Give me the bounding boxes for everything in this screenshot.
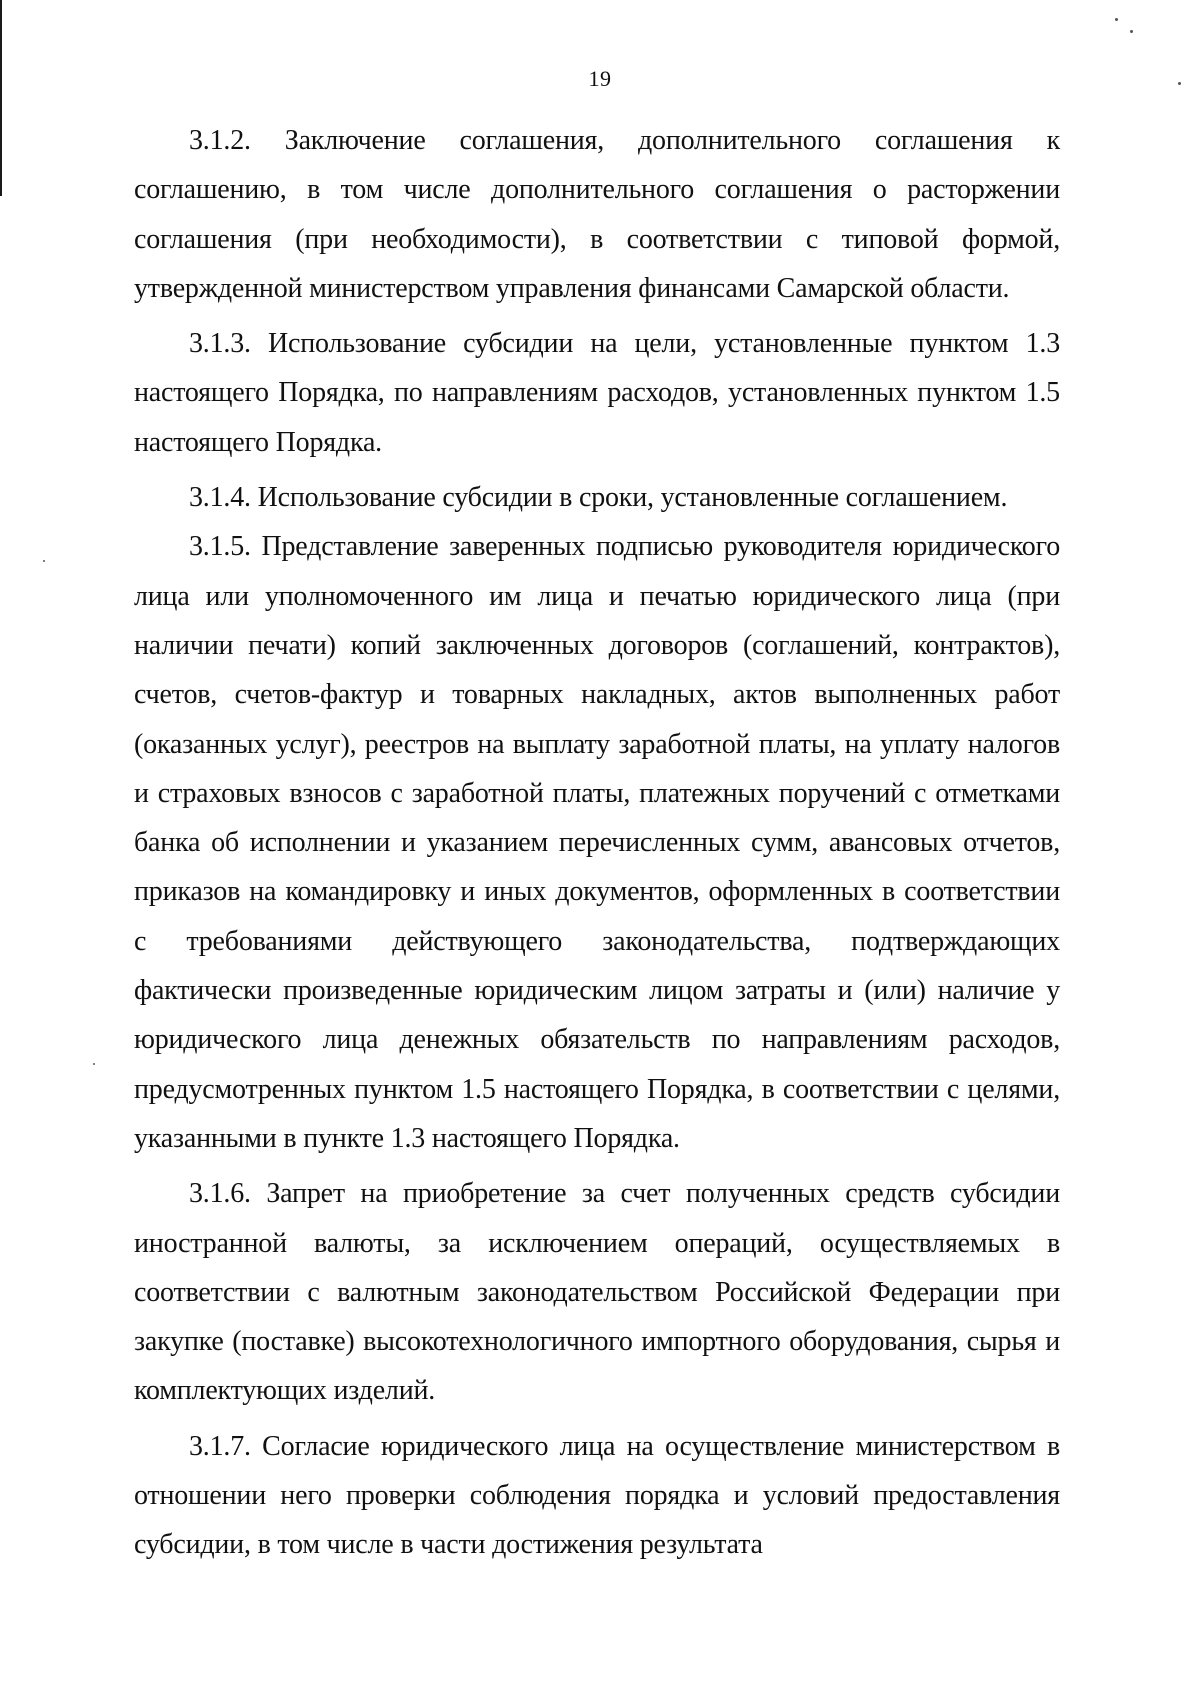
paragraph-3-1-3: 3.1.3. Использование субсидии на цели, установленные пунктом 1.3 настоящего Порядка, по направлениям расходов, установленных пунктом 1.5 настоящего Порядка.	[134, 328, 1060, 458]
scan-speck	[93, 1063, 95, 1065]
paragraph-3-1-2: 3.1.2. Заключение соглашения, дополнительного соглашения к соглашению, в том числе дополнительного соглашения о расторжении соглашения (при необходимости), в соответствии с типовой формой, утвержденной министерством управления финансами Самарской области.	[134, 125, 1060, 304]
scan-speck	[43, 560, 45, 562]
document-body	[134, 116, 1060, 1570]
scan-edge-line	[0, 0, 2, 196]
paragraph-3-1-4: 3.1.4. Использование субсидии в сроки, установленные соглашением.	[189, 482, 1008, 514]
scan-speck	[1115, 18, 1118, 21]
paragraph-3-1-7: 3.1.7. Согласие юридического лица на осуществление министерством в отношении него проверки соблюдения порядка и условий предоставления субсидии, в том числе в части достижения результата	[134, 1430, 1060, 1561]
paragraph-3-1-5: 3.1.5. Представление заверенных подписью руководителя юридического лица или уполномоченного им лица и печатью юридического лица (при наличии печати) копий заключенных договоров (соглашений, контрактов), счетов, счетов-фактур и товарных накладных, актов выполненных работ (оказанных услуг), реестров на выплату заработной платы, на уплату налогов и страховых взносов с заработной платы, платежных поручений с отметками банка об исполнении и указанием перечисленных сумм, авансовых отчетов, приказов на командировку и иных документов, оформленных в соответствии с требованиями действующего законодательства, подтверждающих фактически произведенные юридическим лицом затраты и (или) наличие у юридического лица денежных обязательств по направлениям расходов, предусмотренных пунктом 1.5 настоящего Порядка, в соответствии с целями, указанными в пункте 1.3 настоящего Порядка.	[134, 531, 1060, 1154]
paragraph-3-1-6: 3.1.6. Запрет на приобретение за счет полученных средств субсидии иностранной валюты, за исключением операций, осуществляемых в соответствии с валютным законодательством Российской Федерации при закупке (поставке) высокотехнологичного импортного оборудования, сырья и комплектующих изделий.	[134, 1178, 1060, 1407]
page-number: 19	[588, 66, 612, 91]
scan-speck	[1130, 30, 1133, 33]
